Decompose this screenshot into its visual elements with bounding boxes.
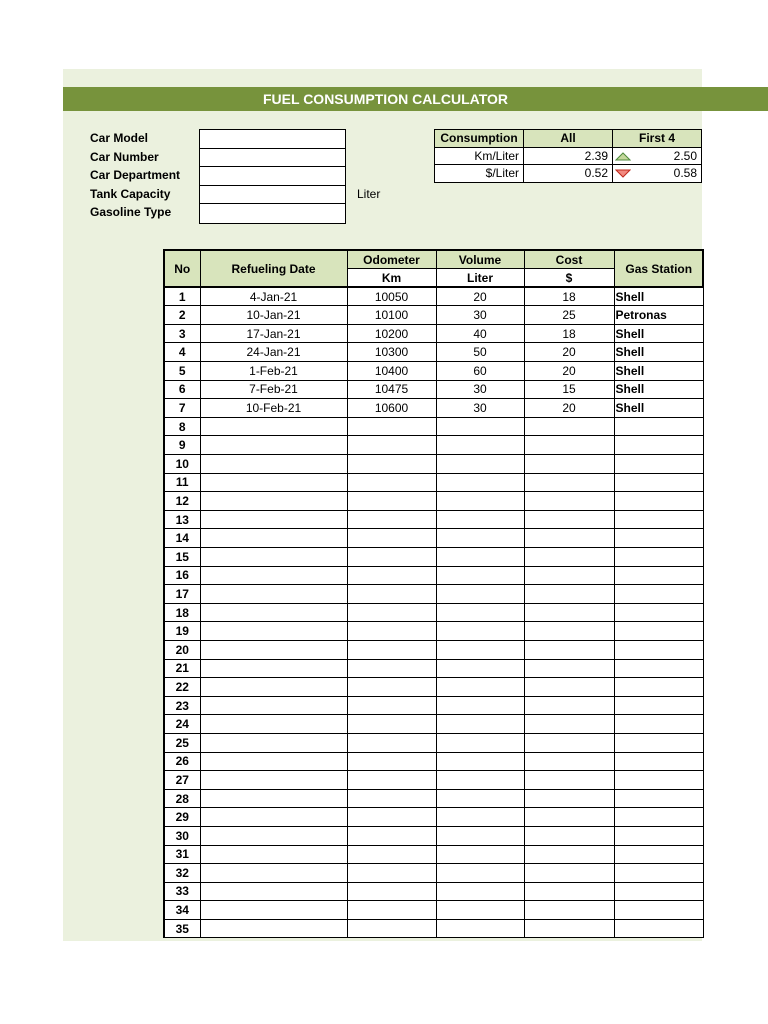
cell-odometer[interactable] xyxy=(347,603,436,622)
km-per-liter-row xyxy=(435,147,702,165)
cell-cost[interactable] xyxy=(524,845,614,864)
cell-volume[interactable] xyxy=(436,622,524,641)
cell-gas-station[interactable] xyxy=(614,417,703,436)
cell-date[interactable] xyxy=(200,678,347,697)
cell-cost[interactable]: 20 xyxy=(524,362,614,381)
cell-date[interactable]: 1-Feb-21 xyxy=(200,362,347,381)
cell-date[interactable] xyxy=(200,492,347,511)
cell-cost[interactable] xyxy=(524,864,614,883)
km-per-liter-first4-cell[interactable] xyxy=(613,147,702,165)
cell-gas-station[interactable] xyxy=(614,678,703,697)
cell-volume[interactable] xyxy=(436,473,524,492)
table-row xyxy=(164,324,703,343)
cell-no[interactable]: 24 xyxy=(164,715,200,734)
cell-volume[interactable]: 50 xyxy=(436,343,524,362)
table-row xyxy=(164,696,703,715)
cell-gas-station[interactable] xyxy=(614,622,703,641)
cell-cost[interactable] xyxy=(524,789,614,808)
cell-gas-station[interactable] xyxy=(614,492,703,511)
cell-volume[interactable] xyxy=(436,808,524,827)
cell-date[interactable] xyxy=(200,752,347,771)
cost-per-liter-label[interactable]: $/Liter xyxy=(435,165,524,183)
cell-date[interactable] xyxy=(200,864,347,883)
cell-gas-station[interactable] xyxy=(614,733,703,752)
label-car-number: Car Number xyxy=(90,149,159,164)
km-per-liter-label[interactable]: Km/Liter xyxy=(435,147,524,165)
cell-cost[interactable] xyxy=(524,436,614,455)
cell-no[interactable]: 12 xyxy=(164,492,200,511)
cell-odometer[interactable] xyxy=(347,808,436,827)
label-car-model: Car Model xyxy=(90,131,149,145)
cell-odometer[interactable]: 10200 xyxy=(347,324,436,343)
cell-date[interactable]: 24-Jan-21 xyxy=(200,343,347,362)
cell-volume[interactable] xyxy=(436,715,524,734)
cell-volume[interactable] xyxy=(436,640,524,659)
cell-no[interactable]: 20 xyxy=(164,640,200,659)
cell-volume[interactable] xyxy=(436,733,524,752)
cell-no[interactable]: 21 xyxy=(164,659,200,678)
cell-date[interactable] xyxy=(200,585,347,604)
cell-date[interactable] xyxy=(200,529,347,548)
first4-header[interactable]: First 4 xyxy=(613,130,702,148)
cell-gas-station[interactable] xyxy=(614,882,703,901)
cell-date[interactable]: 7-Feb-21 xyxy=(200,380,347,399)
col-no-header[interactable]: No xyxy=(164,250,200,287)
cell-volume[interactable]: 30 xyxy=(436,306,524,325)
cell-volume[interactable] xyxy=(436,659,524,678)
cell-odometer[interactable] xyxy=(347,882,436,901)
cell-cost[interactable]: 15 xyxy=(524,380,614,399)
cell-cost[interactable] xyxy=(524,585,614,604)
cell-no[interactable]: 34 xyxy=(164,901,200,920)
cell-gas-station[interactable] xyxy=(614,473,703,492)
cell-cost[interactable]: 25 xyxy=(524,306,614,325)
trend-down-icon xyxy=(615,169,631,178)
cell-gas-station[interactable] xyxy=(614,603,703,622)
col-cost-header[interactable]: Cost xyxy=(524,250,614,269)
cell-odometer[interactable] xyxy=(347,455,436,474)
cell-odometer[interactable]: 10400 xyxy=(347,362,436,381)
table-row xyxy=(164,640,703,659)
cell-no[interactable]: 18 xyxy=(164,603,200,622)
table-row xyxy=(164,566,703,585)
cell-cost[interactable] xyxy=(524,603,614,622)
cell-cost[interactable]: 18 xyxy=(524,324,614,343)
table-row xyxy=(164,919,703,938)
label-tank-capacity: Tank Capacity xyxy=(90,186,171,201)
cell-odometer[interactable] xyxy=(347,585,436,604)
cell-odometer[interactable] xyxy=(347,678,436,697)
cell-gas-station[interactable]: Shell xyxy=(614,380,703,399)
cell-odometer[interactable] xyxy=(347,659,436,678)
cell-no[interactable]: 2 xyxy=(164,306,200,325)
cell-odometer[interactable] xyxy=(347,640,436,659)
label-gasoline-type: Gasoline Type xyxy=(90,205,172,220)
cell-no[interactable]: 29 xyxy=(164,808,200,827)
table-row xyxy=(164,678,703,697)
cell-cost[interactable] xyxy=(524,733,614,752)
page-title-text: FUEL CONSUMPTION CALCULATOR xyxy=(263,91,508,107)
cell-date[interactable]: 17-Jan-21 xyxy=(200,324,347,343)
cell-cost[interactable] xyxy=(524,882,614,901)
cell-date[interactable] xyxy=(200,455,347,474)
cell-volume[interactable] xyxy=(436,845,524,864)
car-department-field[interactable] xyxy=(200,167,345,186)
cell-gas-station[interactable] xyxy=(614,640,703,659)
cell-date[interactable] xyxy=(200,715,347,734)
cell-date[interactable] xyxy=(200,659,347,678)
cell-no[interactable]: 11 xyxy=(164,473,200,492)
consumption-header-row xyxy=(435,130,702,148)
cell-odometer[interactable] xyxy=(347,473,436,492)
cell-cost[interactable] xyxy=(524,492,614,511)
cell-gas-station[interactable] xyxy=(614,566,703,585)
cell-no[interactable]: 27 xyxy=(164,771,200,790)
cell-cost[interactable]: 20 xyxy=(524,343,614,362)
cell-gas-station[interactable] xyxy=(614,696,703,715)
cell-odometer[interactable] xyxy=(347,845,436,864)
cell-cost[interactable] xyxy=(524,417,614,436)
cell-date[interactable]: 4-Jan-21 xyxy=(200,287,347,306)
cell-volume[interactable] xyxy=(436,492,524,511)
cell-cost[interactable] xyxy=(524,473,614,492)
cell-date[interactable] xyxy=(200,845,347,864)
table-row xyxy=(164,771,703,790)
cell-date[interactable] xyxy=(200,473,347,492)
cell-volume[interactable]: 40 xyxy=(436,324,524,343)
cell-cost[interactable] xyxy=(524,808,614,827)
refueling-log-table xyxy=(163,249,704,938)
cell-no[interactable]: 13 xyxy=(164,510,200,529)
table-row xyxy=(164,845,703,864)
table-row xyxy=(164,306,703,325)
cell-date[interactable] xyxy=(200,548,347,567)
col-cost-unit[interactable]: $ xyxy=(524,269,614,288)
col-odometer-unit[interactable]: Km xyxy=(347,269,436,288)
cell-volume[interactable] xyxy=(436,752,524,771)
cell-volume[interactable] xyxy=(436,771,524,790)
cell-volume[interactable] xyxy=(436,696,524,715)
cell-odometer[interactable]: 10600 xyxy=(347,399,436,418)
cell-volume[interactable] xyxy=(436,585,524,604)
table-row xyxy=(164,901,703,920)
table-row xyxy=(164,733,703,752)
cell-volume[interactable]: 30 xyxy=(436,399,524,418)
cell-gas-station[interactable] xyxy=(614,845,703,864)
consumption-header[interactable]: Consumption xyxy=(435,130,524,148)
table-row xyxy=(164,808,703,827)
table-row xyxy=(164,362,703,381)
cell-volume[interactable] xyxy=(436,882,524,901)
cell-no[interactable]: 17 xyxy=(164,585,200,604)
cell-cost[interactable] xyxy=(524,715,614,734)
cell-volume[interactable] xyxy=(436,678,524,697)
table-row xyxy=(164,492,703,511)
cell-odometer[interactable]: 10050 xyxy=(347,287,436,306)
cell-no[interactable]: 10 xyxy=(164,455,200,474)
km-per-liter-first4: 2.50 xyxy=(673,148,697,163)
cell-date[interactable] xyxy=(200,696,347,715)
cell-gas-station[interactable] xyxy=(614,510,703,529)
cell-gas-station[interactable] xyxy=(614,826,703,845)
cost-per-liter-all[interactable]: 0.52 xyxy=(524,165,613,183)
cell-volume[interactable] xyxy=(436,566,524,585)
cell-no[interactable]: 31 xyxy=(164,845,200,864)
cell-no[interactable]: 8 xyxy=(164,417,200,436)
cell-date[interactable] xyxy=(200,417,347,436)
gasoline-type-field[interactable] xyxy=(200,204,345,223)
cost-per-liter-row xyxy=(435,165,702,183)
table-row xyxy=(164,826,703,845)
table-row xyxy=(164,436,703,455)
cell-odometer[interactable] xyxy=(347,733,436,752)
cell-no[interactable]: 7 xyxy=(164,399,200,418)
cell-gas-station[interactable] xyxy=(614,715,703,734)
cell-cost[interactable] xyxy=(524,659,614,678)
cell-gas-station[interactable] xyxy=(614,808,703,827)
cell-gas-station[interactable] xyxy=(614,529,703,548)
col-date-header[interactable]: Refueling Date xyxy=(200,250,347,287)
cell-date[interactable] xyxy=(200,436,347,455)
cell-volume[interactable] xyxy=(436,548,524,567)
cell-odometer[interactable] xyxy=(347,622,436,641)
car-model-field[interactable] xyxy=(200,130,345,149)
table-row xyxy=(164,287,703,306)
cell-gas-station[interactable] xyxy=(614,864,703,883)
table-row xyxy=(164,343,703,362)
cell-no[interactable]: 30 xyxy=(164,826,200,845)
cell-no[interactable]: 23 xyxy=(164,696,200,715)
cell-volume[interactable] xyxy=(436,510,524,529)
table-row xyxy=(164,659,703,678)
col-gas-station-header[interactable]: Gas Station xyxy=(614,250,703,287)
cell-cost[interactable]: 20 xyxy=(524,399,614,418)
cost-per-liter-first4: 0.58 xyxy=(673,166,697,181)
cell-odometer[interactable] xyxy=(347,715,436,734)
cell-no[interactable]: 16 xyxy=(164,566,200,585)
cell-cost[interactable] xyxy=(524,771,614,790)
car-number-field[interactable] xyxy=(200,149,345,168)
car-info-fields xyxy=(199,129,346,224)
cell-odometer[interactable]: 10300 xyxy=(347,343,436,362)
cell-volume[interactable] xyxy=(436,826,524,845)
cell-odometer[interactable] xyxy=(347,436,436,455)
cell-no[interactable]: 1 xyxy=(164,287,200,306)
log-body xyxy=(164,287,703,938)
cell-no[interactable]: 9 xyxy=(164,436,200,455)
cell-no[interactable]: 33 xyxy=(164,882,200,901)
cell-cost[interactable]: 18 xyxy=(524,287,614,306)
cell-gas-station[interactable] xyxy=(614,752,703,771)
cell-odometer[interactable] xyxy=(347,826,436,845)
cell-no[interactable]: 6 xyxy=(164,380,200,399)
cell-no[interactable]: 3 xyxy=(164,324,200,343)
cell-odometer[interactable] xyxy=(347,510,436,529)
table-row xyxy=(164,715,703,734)
cell-volume[interactable] xyxy=(436,901,524,920)
cell-odometer[interactable] xyxy=(347,771,436,790)
cell-volume[interactable]: 60 xyxy=(436,362,524,381)
cell-date[interactable]: 10-Jan-21 xyxy=(200,306,347,325)
cell-date[interactable] xyxy=(200,771,347,790)
page-title xyxy=(63,87,768,111)
cell-odometer[interactable] xyxy=(347,548,436,567)
cell-gas-station[interactable] xyxy=(614,585,703,604)
col-odometer-header[interactable]: Odometer xyxy=(347,250,436,269)
cell-volume[interactable]: 30 xyxy=(436,380,524,399)
cell-date[interactable] xyxy=(200,510,347,529)
cell-gas-station[interactable]: Shell xyxy=(614,324,703,343)
cell-volume[interactable] xyxy=(436,436,524,455)
table-row xyxy=(164,864,703,883)
cell-odometer[interactable] xyxy=(347,752,436,771)
cell-volume[interactable] xyxy=(436,455,524,474)
table-row xyxy=(164,473,703,492)
cell-no[interactable]: 22 xyxy=(164,678,200,697)
cell-date[interactable] xyxy=(200,603,347,622)
cell-no[interactable]: 15 xyxy=(164,548,200,567)
cell-odometer[interactable]: 10100 xyxy=(347,306,436,325)
cell-volume[interactable] xyxy=(436,919,524,938)
cell-volume[interactable] xyxy=(436,529,524,548)
cell-gas-station[interactable] xyxy=(614,455,703,474)
cell-odometer[interactable] xyxy=(347,566,436,585)
cell-cost[interactable] xyxy=(524,548,614,567)
cell-cost[interactable] xyxy=(524,529,614,548)
table-row xyxy=(164,603,703,622)
table-row xyxy=(164,585,703,604)
cell-cost[interactable] xyxy=(524,678,614,697)
log-header-row-1 xyxy=(164,250,703,269)
cell-gas-station[interactable] xyxy=(614,789,703,808)
table-row xyxy=(164,417,703,436)
cell-date[interactable] xyxy=(200,826,347,845)
cell-volume[interactable] xyxy=(436,603,524,622)
cell-no[interactable]: 32 xyxy=(164,864,200,883)
cell-date[interactable] xyxy=(200,566,347,585)
cell-gas-station[interactable] xyxy=(614,548,703,567)
cell-gas-station[interactable] xyxy=(614,919,703,938)
table-row xyxy=(164,622,703,641)
cell-cost[interactable] xyxy=(524,901,614,920)
cell-date[interactable] xyxy=(200,808,347,827)
cell-odometer[interactable] xyxy=(347,919,436,938)
all-header[interactable]: All xyxy=(524,130,613,148)
tank-capacity-unit: Liter xyxy=(357,187,381,201)
col-volume-header[interactable]: Volume xyxy=(436,250,524,269)
col-volume-unit[interactable]: Liter xyxy=(436,269,524,288)
cell-odometer[interactable] xyxy=(347,529,436,548)
cell-odometer[interactable] xyxy=(347,417,436,436)
cell-no[interactable]: 25 xyxy=(164,733,200,752)
table-row xyxy=(164,380,703,399)
cell-cost[interactable] xyxy=(524,696,614,715)
cell-gas-station[interactable] xyxy=(614,659,703,678)
cell-gas-station[interactable]: Shell xyxy=(614,362,703,381)
table-row xyxy=(164,529,703,548)
cell-odometer[interactable] xyxy=(347,901,436,920)
cell-date[interactable] xyxy=(200,789,347,808)
cell-cost[interactable] xyxy=(524,455,614,474)
cell-gas-station[interactable]: Shell xyxy=(614,287,703,306)
cell-date[interactable] xyxy=(200,882,347,901)
cell-volume[interactable] xyxy=(436,864,524,883)
cell-odometer[interactable] xyxy=(347,789,436,808)
label-car-department: Car Department xyxy=(90,168,181,183)
consumption-summary xyxy=(434,129,702,183)
cell-no[interactable]: 4 xyxy=(164,343,200,362)
cell-date[interactable] xyxy=(200,640,347,659)
cell-cost[interactable] xyxy=(524,826,614,845)
cell-gas-station[interactable]: Shell xyxy=(614,343,703,362)
cell-cost[interactable] xyxy=(524,919,614,938)
cell-volume[interactable] xyxy=(436,417,524,436)
table-row xyxy=(164,399,703,418)
cell-no[interactable]: 19 xyxy=(164,622,200,641)
cell-no[interactable]: 5 xyxy=(164,362,200,381)
cell-cost[interactable] xyxy=(524,622,614,641)
cell-date[interactable] xyxy=(200,733,347,752)
cell-cost[interactable] xyxy=(524,510,614,529)
cell-cost[interactable] xyxy=(524,640,614,659)
table-row xyxy=(164,789,703,808)
cell-odometer[interactable] xyxy=(347,492,436,511)
cell-gas-station[interactable] xyxy=(614,436,703,455)
cell-gas-station[interactable]: Petronas xyxy=(614,306,703,325)
cell-date[interactable] xyxy=(200,622,347,641)
table-row xyxy=(164,752,703,771)
cell-odometer[interactable]: 10475 xyxy=(347,380,436,399)
cell-volume[interactable]: 20 xyxy=(436,287,524,306)
cell-date[interactable]: 10-Feb-21 xyxy=(200,399,347,418)
table-row xyxy=(164,548,703,567)
table-row xyxy=(164,882,703,901)
car-info-labels xyxy=(90,129,180,222)
cell-cost[interactable] xyxy=(524,752,614,771)
table-row xyxy=(164,510,703,529)
cell-no[interactable]: 26 xyxy=(164,752,200,771)
tank-capacity-field[interactable] xyxy=(200,186,345,205)
cell-date[interactable] xyxy=(200,901,347,920)
cell-cost[interactable] xyxy=(524,566,614,585)
cell-volume[interactable] xyxy=(436,789,524,808)
cell-date[interactable] xyxy=(200,919,347,938)
cell-odometer[interactable] xyxy=(347,864,436,883)
cell-gas-station[interactable] xyxy=(614,771,703,790)
cell-odometer[interactable] xyxy=(347,696,436,715)
trend-up-icon xyxy=(615,152,631,161)
cost-per-liter-first4-cell[interactable] xyxy=(613,165,702,183)
cell-no[interactable]: 28 xyxy=(164,789,200,808)
cell-no[interactable]: 14 xyxy=(164,529,200,548)
cell-gas-station[interactable] xyxy=(614,901,703,920)
km-per-liter-all[interactable]: 2.39 xyxy=(524,147,613,165)
table-row xyxy=(164,455,703,474)
cell-gas-station[interactable]: Shell xyxy=(614,399,703,418)
cell-no[interactable]: 35 xyxy=(164,919,200,938)
